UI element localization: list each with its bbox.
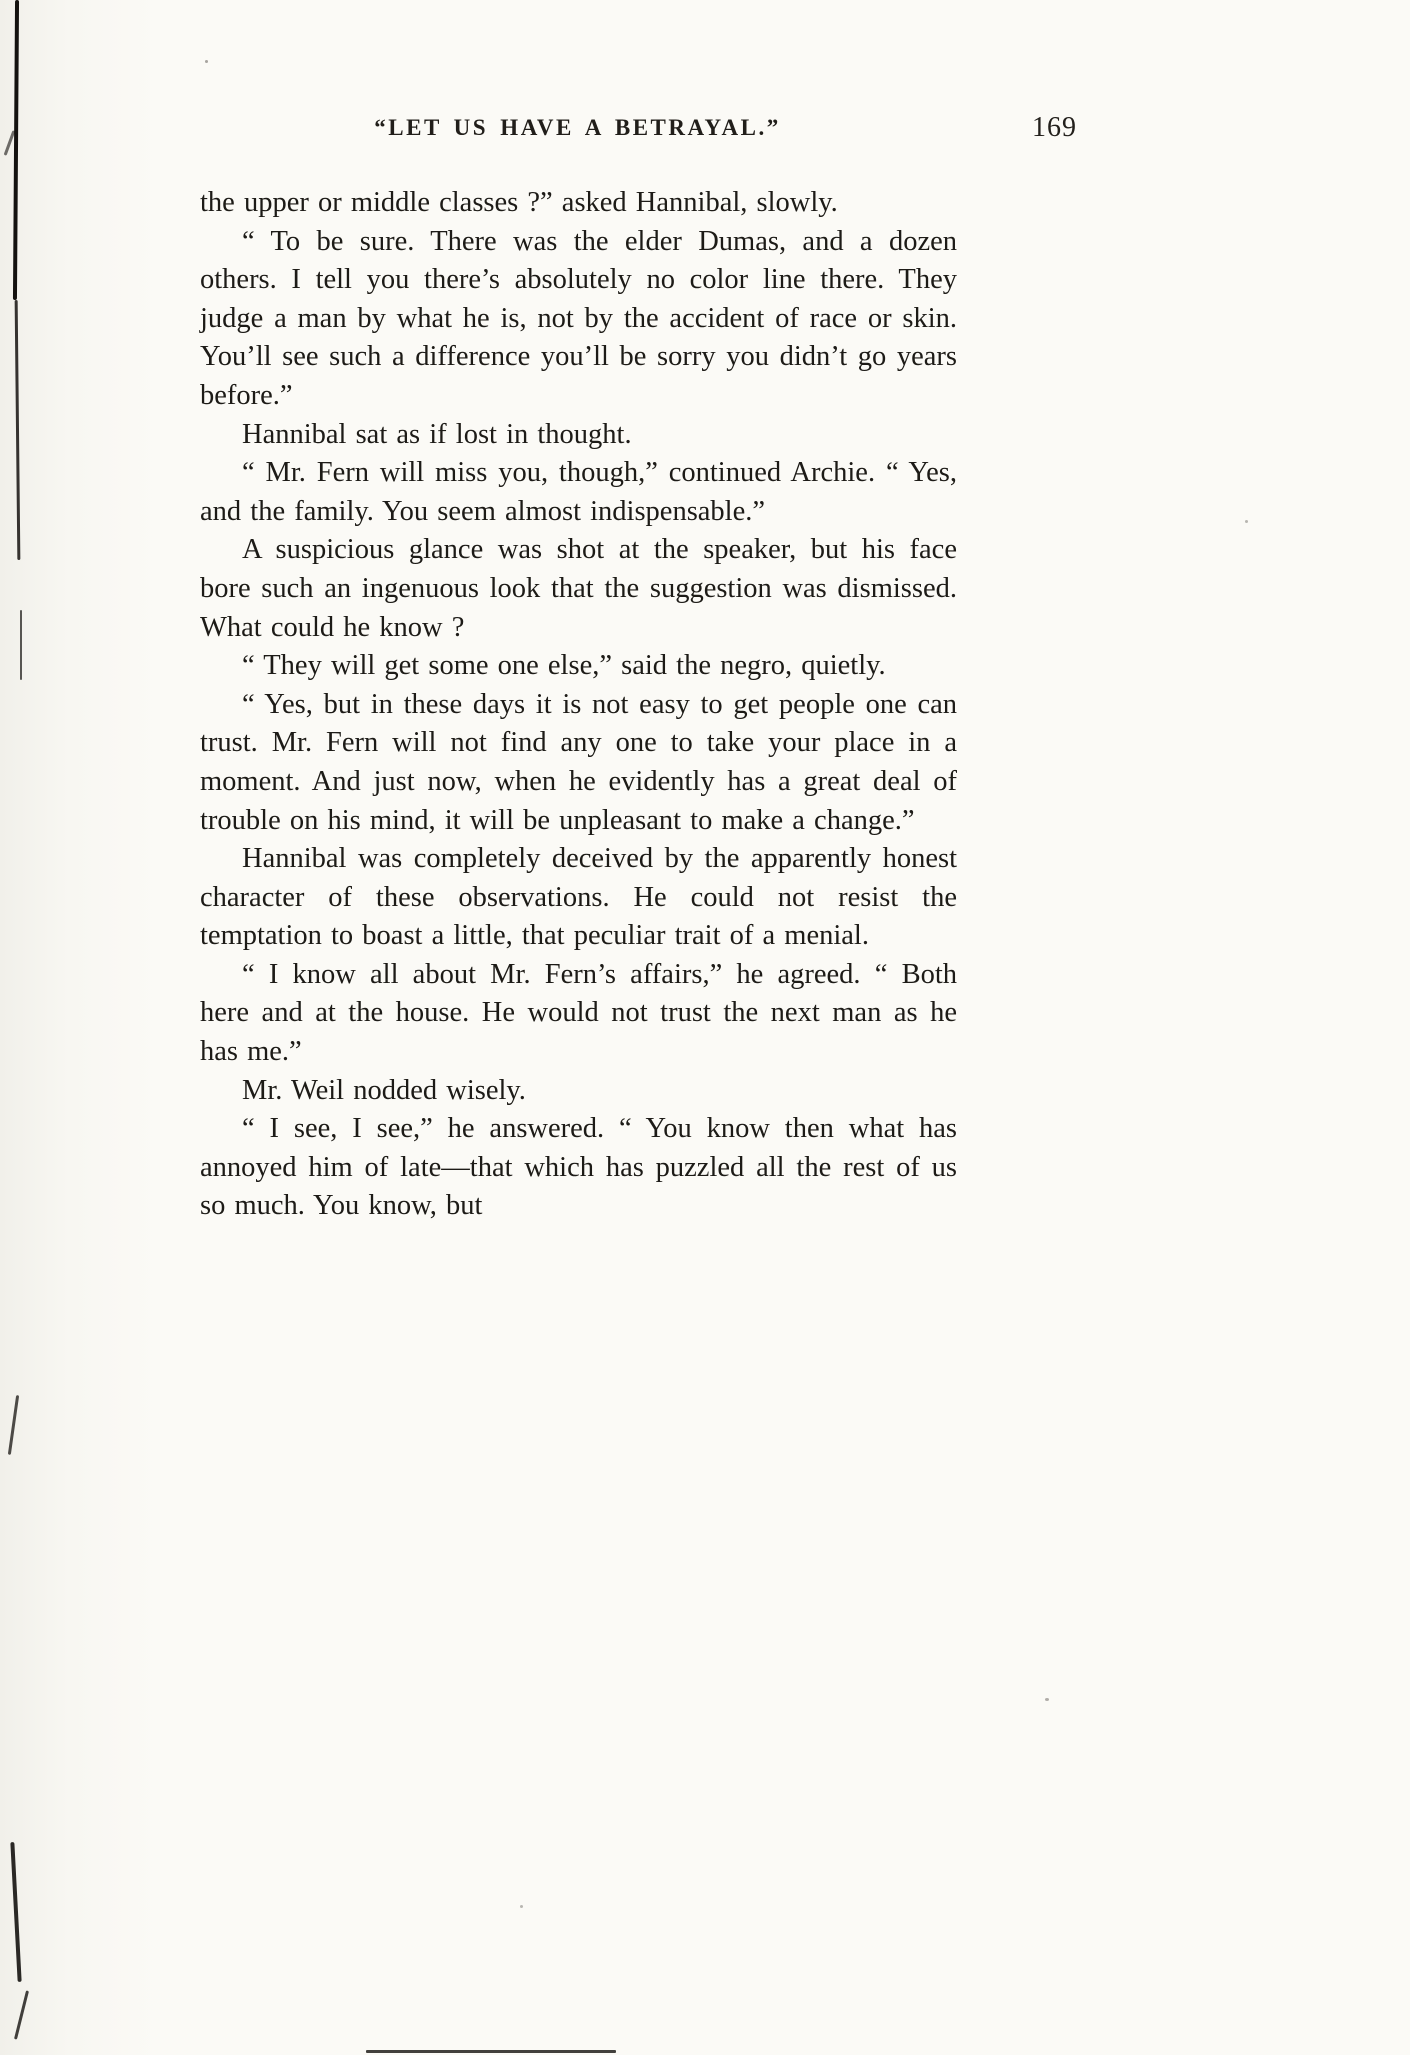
binding-mark [13, 0, 19, 300]
running-header [200, 112, 1077, 148]
scan-speck [205, 60, 208, 63]
page-content [200, 112, 1077, 1226]
binding-mark [8, 1395, 19, 1455]
paragraph: “ I see, I see,” he answered. “ You know then what has annoyed him of late—that which has puzzled all the rest of us so much. You know, but [200, 1113, 957, 1222]
paragraph: the upper or middle classes ?” asked Hannibal, slowly. [200, 187, 838, 218]
scan-speck [520, 1905, 523, 1908]
scan-speck [1245, 520, 1248, 523]
paragraph: “ To be sure. There was the elder Dumas, and a dozen others. I tell you there’s absolutely no color line there. They judge a man by what he is, not by the accident of race or skin. You’ll see such a difference you’ll be sorry you didn’t go years before.” [200, 225, 957, 411]
binding-mark [14, 1990, 29, 2039]
paragraph: Hannibal sat as if lost in thought. [242, 418, 632, 450]
binding-mark [20, 610, 22, 680]
paragraph: Hannibal was completely deceived by the apparently honest character of these observations. He could not resist the temptation to boast a little, that peculiar trait of a menial. [200, 843, 957, 952]
binding-mark [10, 1842, 21, 1982]
paragraph: A suspicious glance was shot at the speaker, but his face bore such an ingenuous look that the suggestion was dismissed. What could he know ? [200, 534, 957, 643]
paragraph: “ I know all about Mr. Fern’s affairs,” he agreed. “ Both here and at the house. He would not trust the next man as he has me.” [200, 958, 957, 1068]
binding-mark [15, 300, 21, 560]
paragraph: “ They will get some one else,” said the negro, quietly. [242, 650, 886, 682]
scan-edge-artifact [366, 2050, 616, 2053]
scan-speck [1045, 1698, 1049, 1701]
page-number: 169 [1032, 112, 1077, 143]
page-body [200, 184, 957, 1226]
chapter-running-title: “LET US HAVE A BETRAYAL.” [374, 115, 781, 140]
paragraph: Mr. Weil nodded wisely. [242, 1074, 526, 1106]
paragraph: “ Yes, but in these days it is not easy to get people one can trust. Mr. Fern will not find any one to take your place in a moment. And just now, when he evidently has a great deal of trouble on his mind, it will be unpleasant to make a change.” [200, 688, 957, 836]
paragraph: “ Mr. Fern will miss you, though,” continued Archie. “ Yes, and the family. You seem almost indispensable.” [200, 457, 957, 527]
